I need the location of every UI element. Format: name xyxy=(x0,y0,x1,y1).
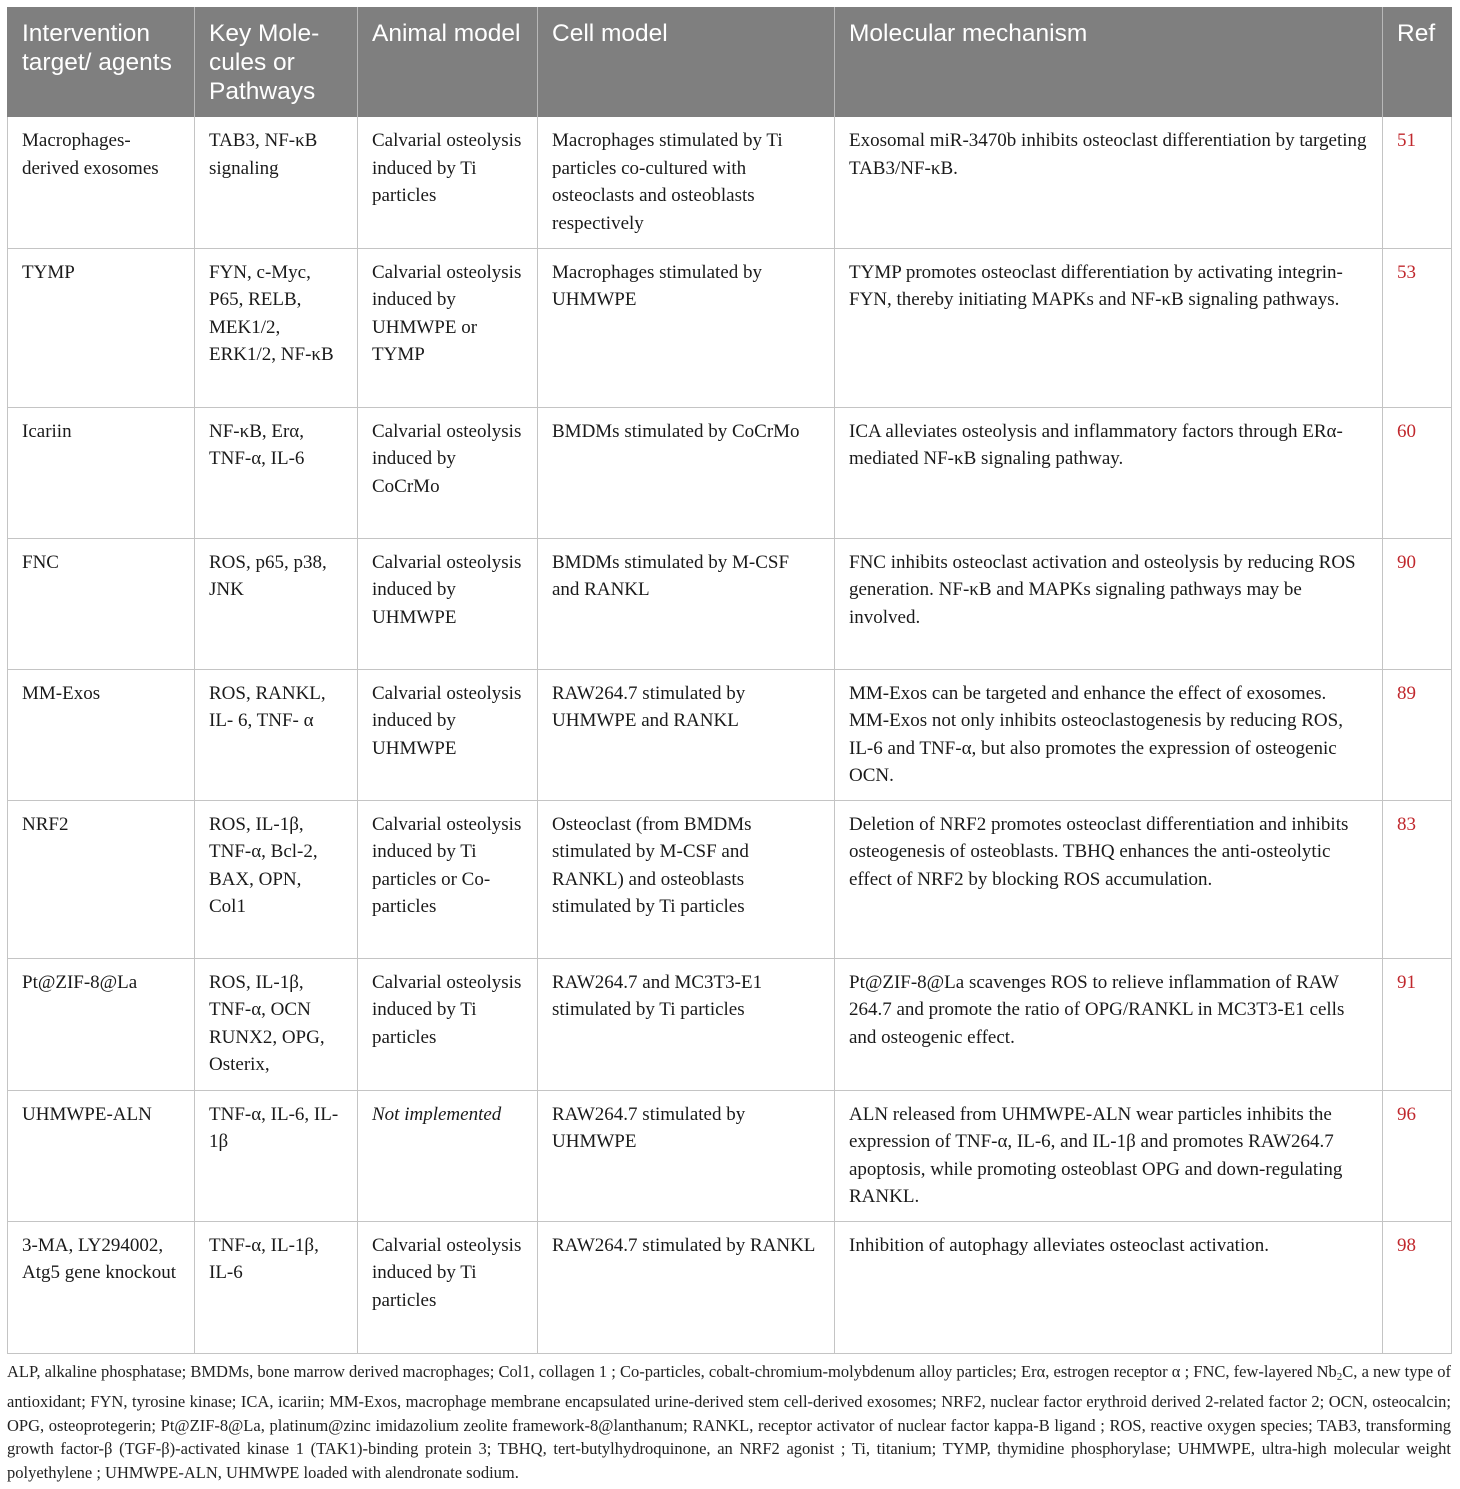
cell-animal-model: Calvarial osteolysis induced by Ti particles xyxy=(358,117,538,248)
ref-link[interactable]: 91 xyxy=(1383,958,1452,1090)
table-row xyxy=(8,248,1452,407)
header-cell-model: Cell model xyxy=(538,7,835,117)
cell-molecules: ROS, IL-1β, TNF-α, Bcl-2, BAX, OPN, Col1 xyxy=(195,800,358,958)
cell-target: Pt@ZIF-8@La xyxy=(8,958,195,1090)
table-row xyxy=(8,1090,1452,1221)
table-row xyxy=(8,669,1452,800)
cell-cell-model: BMDMs stimulated by M-CSF and RANKL xyxy=(538,538,835,669)
cell-mechanism: Deletion of NRF2 promotes osteoclast differentiation and inhibits osteogenesis of osteoblasts. TBHQ enhances the anti-osteolytic effect of NRF2 by blocking ROS accumulation. xyxy=(835,800,1383,958)
cell-molecules: TNF-α, IL-6, IL-1β xyxy=(195,1090,358,1221)
cell-molecules: ROS, IL-1β, TNF-α, OCN RUNX2, OPG, Osterix, xyxy=(195,958,358,1090)
cell-mechanism: Inhibition of autophagy alleviates osteoclast activation. xyxy=(835,1221,1383,1353)
cell-molecules: ROS, p65, p38, JNK xyxy=(195,538,358,669)
cell-mechanism: TYMP promotes osteoclast differentiation by activating integrin-FYN, thereby initiating MAPKs and NF-κB signaling pathways. xyxy=(835,248,1383,407)
table-footnote xyxy=(7,1360,1451,1485)
cell-mechanism: Pt@ZIF-8@La scavenges ROS to relieve inflammation of RAW 264.7 and promote the ratio of OPG/RANKL in MC3T3-E1 cells and osteogenic effect. xyxy=(835,958,1383,1090)
cell-animal-model: Calvarial osteolysis induced by UHMWPE xyxy=(358,669,538,800)
table-row xyxy=(8,407,1452,538)
cell-target: TYMP xyxy=(8,248,195,407)
table-row xyxy=(8,958,1452,1090)
table-row xyxy=(8,800,1452,958)
header-animal-model: Animal model xyxy=(358,7,538,117)
intervention-table xyxy=(7,7,1452,1354)
cell-animal-model: Calvarial osteolysis induced by UHMWPE or TYMP xyxy=(358,248,538,407)
cell-animal-model: Calvarial osteolysis induced by Ti particles or Co-particles xyxy=(358,800,538,958)
cell-target: Macrophages-derived exosomes xyxy=(8,117,195,248)
cell-cell-model: Macrophages stimulated by UHMWPE xyxy=(538,248,835,407)
table-row xyxy=(8,117,1452,248)
cell-cell-model: RAW264.7 and MC3T3-E1 stimulated by Ti particles xyxy=(538,958,835,1090)
ref-link[interactable]: 90 xyxy=(1383,538,1452,669)
cell-target: Icariin xyxy=(8,407,195,538)
cell-molecules: TNF-α, IL-1β, IL-6 xyxy=(195,1221,358,1353)
header-key-molecules: Key Mole-cules or Pathways xyxy=(195,7,358,117)
cell-animal-model: Calvarial osteolysis induced by UHMWPE xyxy=(358,538,538,669)
table-container xyxy=(7,7,1451,1354)
cell-mechanism: MM-Exos can be targeted and enhance the effect of exosomes. MM-Exos not only inhibits osteoclastogenesis by reducing ROS, IL-6 and TNF-α, but also promotes the expression of osteogenic OCN. xyxy=(835,669,1383,800)
cell-animal-model: Calvarial osteolysis induced by Ti particles xyxy=(358,958,538,1090)
ref-link[interactable]: 51 xyxy=(1383,117,1452,248)
cell-cell-model: RAW264.7 stimulated by RANKL xyxy=(538,1221,835,1353)
header-intervention-target: Intervention target/ agents xyxy=(8,7,195,117)
cell-target: UHMWPE-ALN xyxy=(8,1090,195,1221)
footnote-text-part2: C, a new type of antioxidant; FYN, tyrosine kinase; ICA, icariin; MM-Exos, macrophage membrane encapsulated urine-derived stem cell-derived exosomes; NRF2, nuclear factor erythroid derived 2-related factor 2; OCN, osteocalcin; OPG, osteoprotegerin; Pt@ZIF-8@La, platinum@zinc imidazolium zeolite framework-8@lanthanum; RANKL, receptor activator of nuclear factor kappa-B ligand ; ROS, reactive oxygen species; TAB3, transforming growth factor-β (TGF-β)-activated kinase 1 (TAK1)-binding protein 3; TBHQ, tert-butylhydroquinone, an NRF2 agonist ; Ti, titanium; TYMP, thymidine phosphorylase; UHMWPE, ultra-high molecular weight polyethylene ; UHMWPE-ALN, UHMWPE loaded with alendronate sodium. xyxy=(7,1362,1451,1483)
table-row xyxy=(8,1221,1452,1353)
cell-mechanism: ALN released from UHMWPE-ALN wear particles inhibits the expression of TNF-α, IL-6, and IL-1β and promotes RAW264.7 apoptosis, while promoting osteoblast OPG and down-regulating RANKL. xyxy=(835,1090,1383,1221)
cell-mechanism: Exosomal miR-3470b inhibits osteoclast differentiation by targeting TAB3/NF-κB. xyxy=(835,117,1383,248)
ref-link[interactable]: 53 xyxy=(1383,248,1452,407)
cell-mechanism: ICA alleviates osteolysis and inflammatory factors through ERα-mediated NF-κB signaling pathway. xyxy=(835,407,1383,538)
cell-molecules: TAB3, NF-κB signaling xyxy=(195,117,358,248)
header-ref: Ref xyxy=(1383,7,1452,117)
cell-molecules: NF-κB, Erα, TNF-α, IL-6 xyxy=(195,407,358,538)
ref-link[interactable]: 89 xyxy=(1383,669,1452,800)
cell-target: FNC xyxy=(8,538,195,669)
footnote-subscript: 2 xyxy=(1336,1371,1343,1383)
ref-link[interactable]: 98 xyxy=(1383,1221,1452,1353)
cell-target: MM-Exos xyxy=(8,669,195,800)
cell-molecules: FYN, c-Myc, P65, RELB, MEK1/2, ERK1/2, NF-κB xyxy=(195,248,358,407)
cell-cell-model: BMDMs stimulated by CoCrMo xyxy=(538,407,835,538)
cell-cell-model: RAW264.7 stimulated by UHMWPE and RANKL xyxy=(538,669,835,800)
cell-cell-model: Macrophages stimulated by Ti particles co-cultured with osteoclasts and osteoblasts respectively xyxy=(538,117,835,248)
footnote-text-part1: ALP, alkaline phosphatase; BMDMs, bone marrow derived macrophages; Col1, collagen 1 ; Co-particles, cobalt-chromium-molybdenum alloy particles; Erα, estrogen receptor α ; FNC, few-layered Nb xyxy=(7,1362,1337,1381)
header-row xyxy=(8,7,1452,117)
ref-link[interactable]: 83 xyxy=(1383,800,1452,958)
table-row xyxy=(8,538,1452,669)
cell-target: 3-MA, LY294002, Atg5 gene knockout xyxy=(8,1221,195,1353)
cell-mechanism: FNC inhibits osteoclast activation and osteolysis by reducing ROS generation. NF-κB and MAPKs signaling pathways may be involved. xyxy=(835,538,1383,669)
cell-cell-model: Osteoclast (from BMDMs stimulated by M-CSF and RANKL) and osteoblasts stimulated by Ti particles xyxy=(538,800,835,958)
cell-animal-model: Not implemented xyxy=(358,1090,538,1221)
ref-link[interactable]: 96 xyxy=(1383,1090,1452,1221)
cell-molecules: ROS, RANKL, IL- 6, TNF- α xyxy=(195,669,358,800)
cell-target: NRF2 xyxy=(8,800,195,958)
cell-animal-model: Calvarial osteolysis induced by Ti particles xyxy=(358,1221,538,1353)
cell-animal-model: Calvarial osteolysis induced by CoCrMo xyxy=(358,407,538,538)
cell-cell-model: RAW264.7 stimulated by UHMWPE xyxy=(538,1090,835,1221)
header-molecular-mechanism: Molecular mechanism xyxy=(835,7,1383,117)
ref-link[interactable]: 60 xyxy=(1383,407,1452,538)
